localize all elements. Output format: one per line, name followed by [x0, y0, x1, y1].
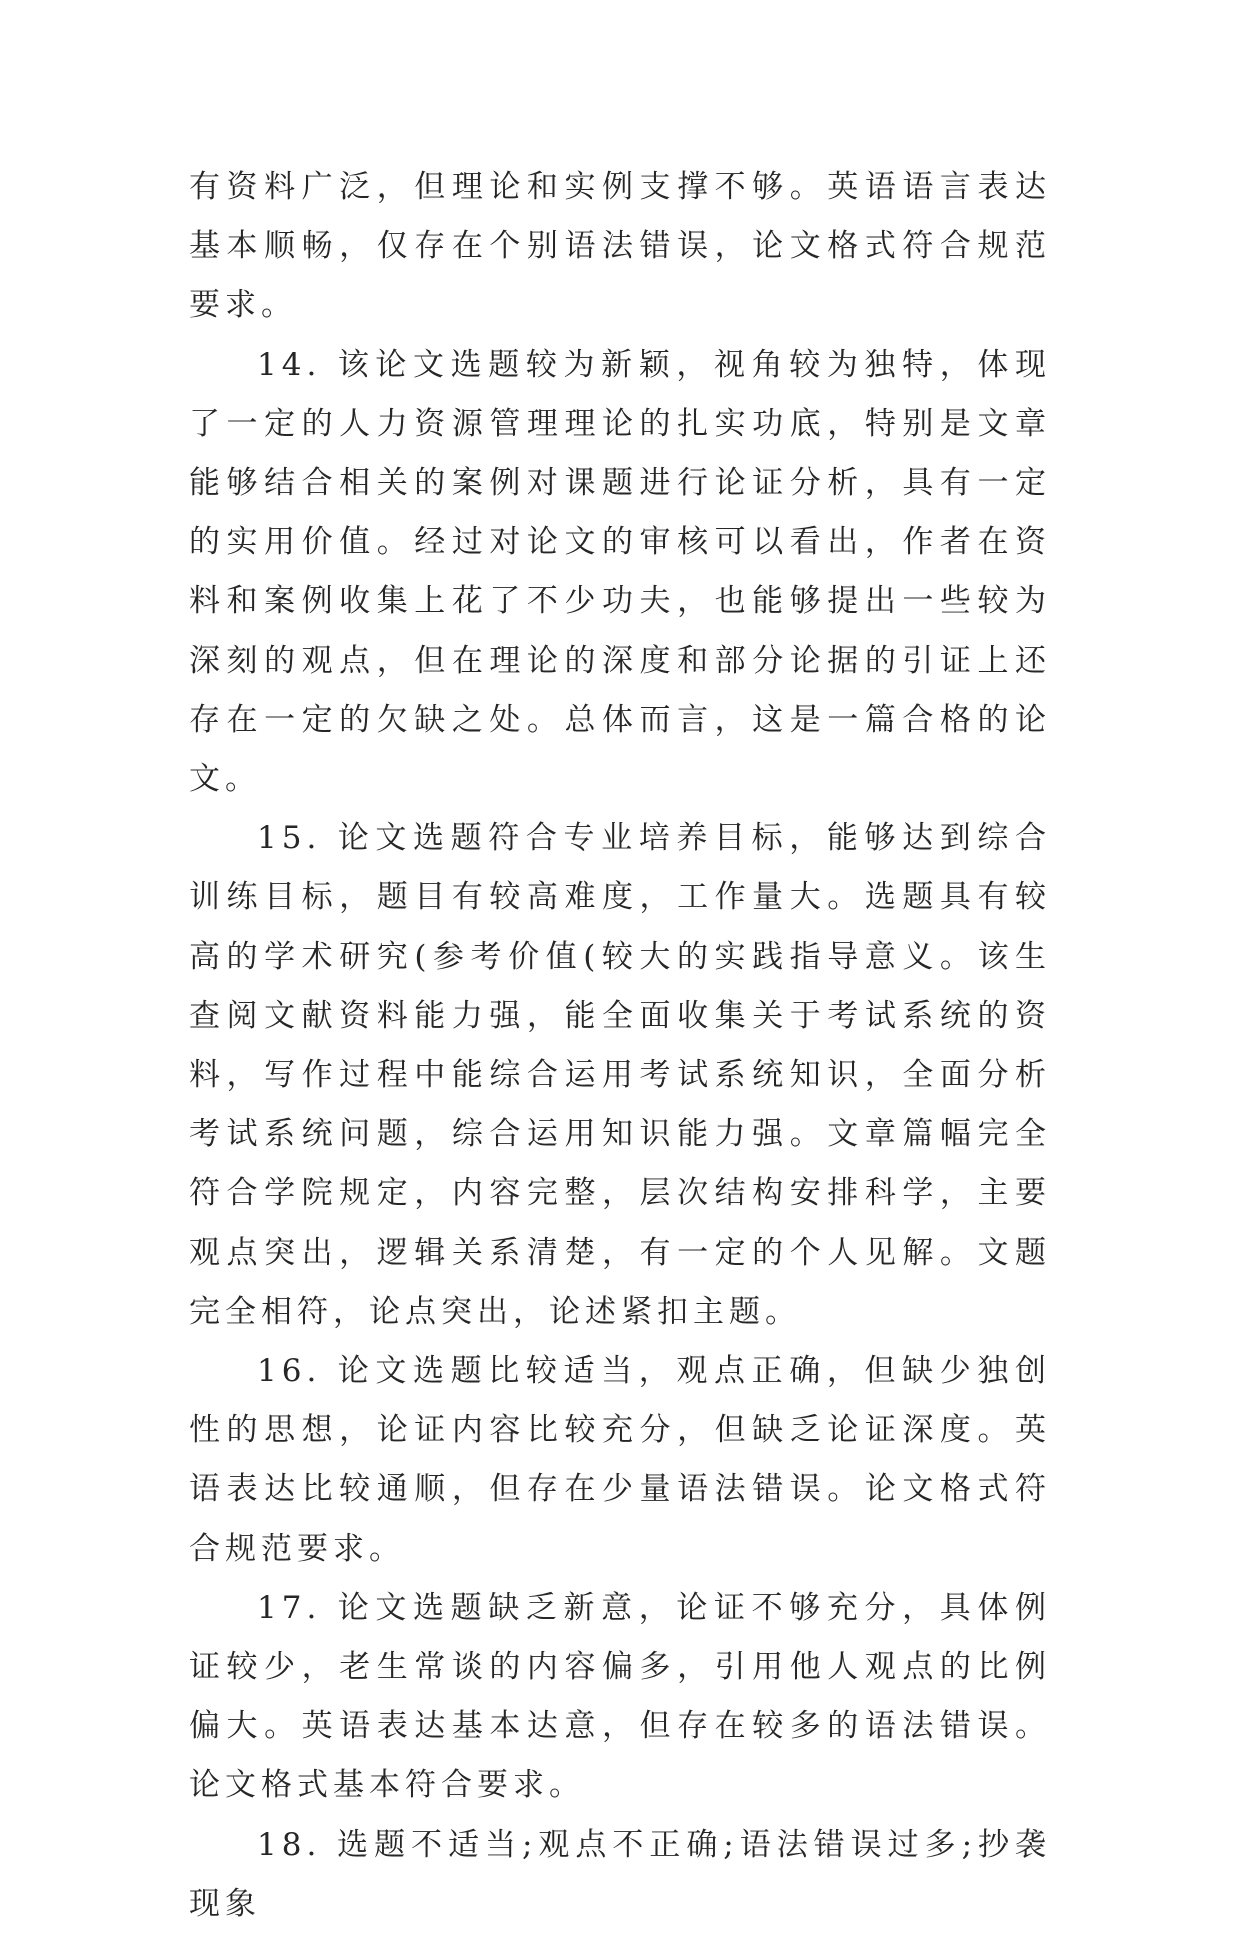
paragraph-14: [189, 336, 1051, 810]
text-line: 想，论证内容比较充分，但缺乏论证深度。英语表达比较通: [189, 1412, 1052, 1508]
paragraph-13-continuation: [189, 158, 1051, 336]
paragraph-17: [189, 1579, 1051, 1816]
text-line: 论文的审核可以看出，作者在资料和案例收集上花了不少功: [189, 524, 1052, 620]
text-line: 畅，仅存在个别语法错误，论文格式符合规范要求。: [189, 228, 1052, 324]
document-body: [189, 158, 1051, 1934]
text-line: 文章篇幅完全符合学院规定，内容完整，层次结构安排科学，: [189, 1116, 1052, 1212]
text-line: 18. 选题不适当;观点不正确;语法错误过多;抄袭现象: [189, 1826, 1051, 1922]
text-line: 有资料广泛，但理论和实例支撑不够。英语语言表达基本顺: [189, 169, 1051, 265]
text-line: 的案例对课题进行论证分析，具有一定的实用价值。经过对: [189, 465, 1052, 561]
text-line: 老生常谈的内容偏多，引用他人观点的比例偏大。英语表达: [189, 1649, 1052, 1745]
paragraph-18: [189, 1816, 1051, 1934]
text-line: 16. 论文选题比较适当，观点正确，但缺少独创性的思: [189, 1353, 1051, 1449]
text-line: 14. 该论文选题较为新颖，视角较为独特，体现了一定: [189, 346, 1051, 442]
text-line: (参考价值(较大的实践指导意义。该生查阅文献资料能力强，: [189, 938, 1052, 1034]
paragraph-16: [189, 1342, 1051, 1579]
text-line: 夫，也能够提出一些较为深刻的观点，但在理论的深度和部: [189, 583, 1052, 679]
text-line: 基本达意，但存在较多的语法错误。论文格式基本符合要求。: [189, 1708, 1052, 1804]
text-line: 标，题目有较高难度，工作量大。选题具有较高的学术研究: [189, 879, 1052, 975]
text-line: 篇合格的论文。: [189, 701, 1052, 798]
text-line: 顺，但存在少量语法错误。论文格式符合规范要求。: [189, 1471, 1052, 1567]
text-line: 主要观点突出，逻辑关系清楚，有一定的个人见解。文题完: [189, 1175, 1051, 1330]
text-line: 的人力资源管理理论的扎实功底，特别是文章能够结合相关: [189, 405, 1052, 502]
text-line: 15. 论文选题符合专业培养目标，能够达到综合训练目: [189, 820, 1051, 916]
text-line: 全相符，论点突出，论述紧扣主题。: [225, 1293, 801, 1330]
text-line: 分论据的引证上还存在一定的欠缺之处。总体而言，这是一: [189, 642, 1052, 738]
text-line: 能全面收集关于考试系统的资料，写作过程中能综合运用考: [189, 997, 1052, 1094]
paragraph-15: [189, 809, 1051, 1342]
text-line: 17. 论文选题缺乏新意，论证不够充分，具体例证较少，: [189, 1589, 1051, 1686]
text-line: 试系统知识，全面分析考试系统问题，综合运用知识能力强。: [189, 1057, 1052, 1153]
